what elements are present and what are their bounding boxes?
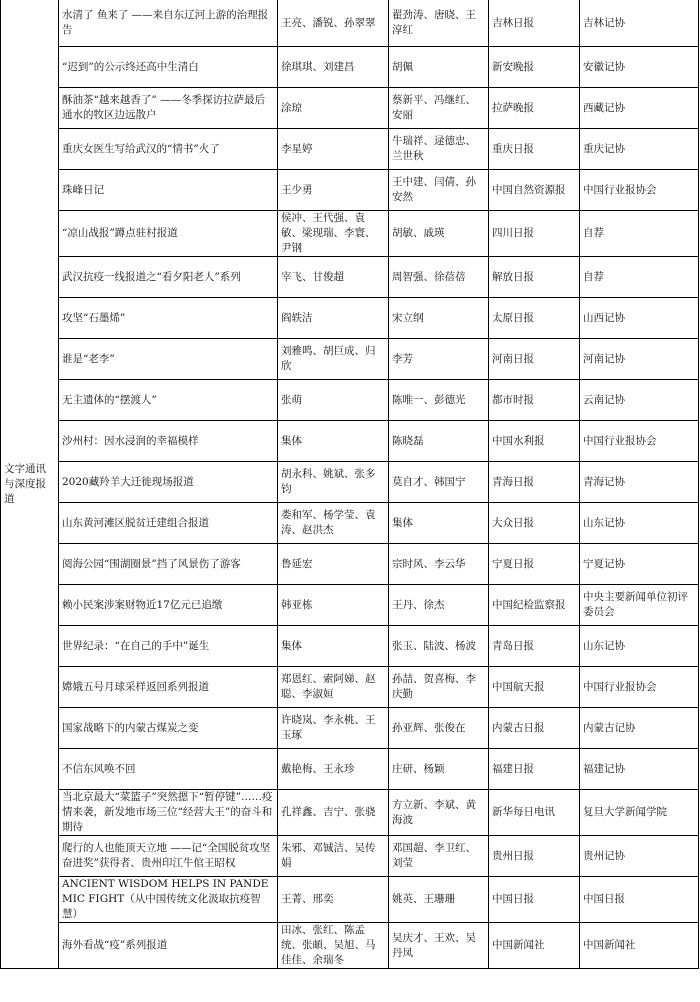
recommender-cell: 重庆记协 (580, 129, 699, 170)
outlet-cell: 重庆日报 (489, 129, 580, 170)
outlet-cell: 中国水利报 (489, 421, 580, 462)
authors-cell: 韩亚栋 (278, 585, 389, 626)
outlet-cell: 福建日报 (489, 749, 580, 790)
authors-cell: 李星婷 (278, 129, 389, 170)
editors-cell: 胡敏、戚瑛 (389, 211, 489, 257)
outlet-cell: 中国新闻社 (489, 923, 580, 969)
outlet-cell: 新华每日电讯 (489, 790, 580, 836)
authors-cell: 王菁、邢奕 (278, 877, 389, 923)
title-cell: ANCIENT WISDOM HELPS IN PANDEMIC FIGHT（从中国传统文化汲取抗疫智慧） (59, 877, 278, 923)
outlet-cell: 中国日报 (489, 877, 580, 923)
table-row (1, 749, 699, 790)
authors-cell: 阎轶洁 (278, 298, 389, 339)
recommender-cell: 中国日报 (580, 877, 699, 923)
outlet-cell: 中国纪检监察报 (489, 585, 580, 626)
outlet-cell: 太原日报 (489, 298, 580, 339)
recommender-cell: 山东记协 (580, 626, 699, 667)
table-row (1, 585, 699, 626)
table-row (1, 298, 699, 339)
table-row (1, 626, 699, 667)
table-row (1, 708, 699, 749)
title-cell: 重庆女医生写给武汉的“情书”火了 (59, 129, 278, 170)
editors-cell: 姚英、王珊珊 (389, 877, 489, 923)
recommender-cell: 中国行业报协会 (580, 170, 699, 211)
table-row (1, 923, 699, 969)
editors-cell: 翟劲涛、唐晓、王淳红 (389, 0, 489, 47)
recommender-cell: 中国行业报协会 (580, 421, 699, 462)
recommender-cell: 青海记协 (580, 462, 699, 503)
editors-cell: 蔡新平、冯继红、安丽 (389, 88, 489, 129)
editors-cell: 宗时风、李云华 (389, 544, 489, 585)
table-row (1, 503, 699, 544)
recommender-cell: 贵州记协 (580, 836, 699, 877)
authors-cell: 孔祥鑫、吉宁、张骁 (278, 790, 389, 836)
editors-cell: 张玉、陆波、杨波 (389, 626, 489, 667)
table-row (1, 877, 699, 923)
title-cell: 山东黄河滩区脱贫迁建组合报道 (59, 503, 278, 544)
table-row (1, 211, 699, 257)
title-cell: 珠峰日记 (59, 170, 278, 211)
editors-cell: 孙亚辉、张俊在 (389, 708, 489, 749)
table-row (1, 88, 699, 129)
authors-cell: 王少勇 (278, 170, 389, 211)
recommender-cell: 山东记协 (580, 503, 699, 544)
editors-cell: 王中建、闫倩、孙安然 (389, 170, 489, 211)
editors-cell: 李芳 (389, 339, 489, 380)
table-row (1, 257, 699, 298)
recommender-cell: 中国新闻社 (580, 923, 699, 969)
title-cell: 国家战略下的内蒙古煤炭之变 (59, 708, 278, 749)
authors-cell: 郑恩红、索阿娣、赵聪、李淑姮 (278, 667, 389, 708)
outlet-cell: 吉林日报 (489, 0, 580, 47)
recommender-cell: 宁夏记协 (580, 544, 699, 585)
outlet-cell: 宁夏日报 (489, 544, 580, 585)
outlet-cell: 河南日报 (489, 339, 580, 380)
title-cell: 赖小民案涉案财物近17亿元已追缴 (59, 585, 278, 626)
title-cell: 海外看战“疫”系列报道 (59, 923, 278, 969)
authors-cell: 宰飞、甘俊超 (278, 257, 389, 298)
table-row (1, 129, 699, 170)
outlet-cell: 四川日报 (489, 211, 580, 257)
editors-cell: 胡佩 (389, 47, 489, 88)
recommender-cell: 自荐 (580, 211, 699, 257)
table-row (1, 0, 699, 47)
outlet-cell: 内蒙古日报 (489, 708, 580, 749)
editors-cell: 庄研、杨颖 (389, 749, 489, 790)
table-row (1, 421, 699, 462)
editors-cell: 宋立纲 (389, 298, 489, 339)
table-row (1, 170, 699, 211)
recommender-cell: 中央主要新闻单位初评委员会 (580, 585, 699, 626)
table-row (1, 462, 699, 503)
title-cell: 谁是“老李” (59, 339, 278, 380)
title-cell: 2020藏羚羊大迁徙现场报道 (59, 462, 278, 503)
recommender-cell: 复旦大学新闻学院 (580, 790, 699, 836)
table-row (1, 544, 699, 585)
recommender-cell: 吉林记协 (580, 0, 699, 47)
table-row (1, 47, 699, 88)
table-row (1, 667, 699, 708)
editors-cell: 周智强、徐蓓蓓 (389, 257, 489, 298)
editors-cell: 吴庆才、王欢、吴丹凤 (389, 923, 489, 969)
editors-cell: 邓国超、李卫红、刘莹 (389, 836, 489, 877)
outlet-cell: 解放日报 (489, 257, 580, 298)
authors-cell: 集体 (278, 626, 389, 667)
outlet-cell: 新安晚报 (489, 47, 580, 88)
authors-cell: 鲁延宏 (278, 544, 389, 585)
authors-cell: 许晓岚、李永桃、王玉琢 (278, 708, 389, 749)
authors-cell: 朱邪、邓铖洁、吴传娟 (278, 836, 389, 877)
authors-cell: 徐琪琪、刘建昌 (278, 47, 389, 88)
recommender-cell: 自荐 (580, 257, 699, 298)
recommender-cell: 西藏记协 (580, 88, 699, 129)
authors-cell: 侯冲、王代强、袁敏、梁现瑞、李寰、尹钢 (278, 211, 389, 257)
category-cell: 文字通讯与深度报道 (1, 0, 59, 969)
outlet-cell: 拉萨晚报 (489, 88, 580, 129)
authors-cell: 刘雅鸣、胡巨成、归欣 (278, 339, 389, 380)
outlet-cell: 中国自然资源报 (489, 170, 580, 211)
title-cell: 武汉抗疫一线报道之“看夕阳老人”系列 (59, 257, 278, 298)
recommender-cell: 云南记协 (580, 380, 699, 421)
title-cell: 酥油茶“越来越香了” ——冬季探访拉萨最后通水的牧区边远散户 (59, 88, 278, 129)
table-row (1, 836, 699, 877)
authors-cell: 胡永科、姚斌、张多钧 (278, 462, 389, 503)
title-cell: “凉山战报”蹲点驻村报道 (59, 211, 278, 257)
table-row (1, 339, 699, 380)
editors-cell: 牛瑞祥、逯德忠、兰世秋 (389, 129, 489, 170)
authors-cell: 张萌 (278, 380, 389, 421)
editors-cell: 集体 (389, 503, 489, 544)
authors-cell: 集体 (278, 421, 389, 462)
title-cell: 不信东风唤不回 (59, 749, 278, 790)
editors-cell: 陈晓磊 (389, 421, 489, 462)
editors-cell: 方立新、李斌、黄海波 (389, 790, 489, 836)
title-cell: 世界纪录：“在自己的手中”诞生 (59, 626, 278, 667)
outlet-cell: 贵州日报 (489, 836, 580, 877)
title-cell: 攻坚“石墨烯” (59, 298, 278, 339)
recommender-cell: 山西记协 (580, 298, 699, 339)
authors-cell: 王亮、潘锐、孙翠翠 (278, 0, 389, 47)
outlet-cell: 大众日报 (489, 503, 580, 544)
title-cell: 沙州村：因水浸润的幸福模样 (59, 421, 278, 462)
title-cell: 爬行的人也能顶天立地 ——记“全国脱贫攻坚奋进奖”获得者、贵州印江牛倌王昭权 (59, 836, 278, 877)
recommender-cell: 内蒙古记协 (580, 708, 699, 749)
title-cell: 无主遗体的“摆渡人” (59, 380, 278, 421)
table-row (1, 380, 699, 421)
authors-cell: 娄和军、杨学莹、袁涛、赵洪杰 (278, 503, 389, 544)
recommender-cell: 河南记协 (580, 339, 699, 380)
authors-cell: 涂琼 (278, 88, 389, 129)
editors-cell: 莫自才、韩国宁 (389, 462, 489, 503)
outlet-cell: 青海日报 (489, 462, 580, 503)
title-cell: 阅海公园“围湖圈景”挡了风景伤了游客 (59, 544, 278, 585)
recommender-cell: 福建记协 (580, 749, 699, 790)
table-row (1, 790, 699, 836)
title-cell: 当北京最大“菜篮子”突然摁下“暂停键”……疫情来袭，新发地市场三位“经营大王”的奋斗和期待 (59, 790, 278, 836)
editors-cell: 孙喆、贺喜梅、李庆勤 (389, 667, 489, 708)
title-cell: 水清了 鱼来了 ——来自东辽河上游的治理报告 (59, 0, 278, 47)
recommender-cell: 安徽记协 (580, 47, 699, 88)
title-cell: “迟到”的公示终还高中生清白 (59, 47, 278, 88)
editors-cell: 陈唯一、彭德光 (389, 380, 489, 421)
authors-cell: 田冰、张红、陈孟统、张頔、吴旭、马佳佳、余瑞冬 (278, 923, 389, 969)
recommender-cell: 中国行业报协会 (580, 667, 699, 708)
outlet-cell: 青岛日报 (489, 626, 580, 667)
authors-cell: 戴艳梅、王永珍 (278, 749, 389, 790)
outlet-cell: 都市时报 (489, 380, 580, 421)
editors-cell: 王丹、徐杰 (389, 585, 489, 626)
title-cell: 嫦娥五号月球采样返回系列报道 (59, 667, 278, 708)
outlet-cell: 中国航天报 (489, 667, 580, 708)
